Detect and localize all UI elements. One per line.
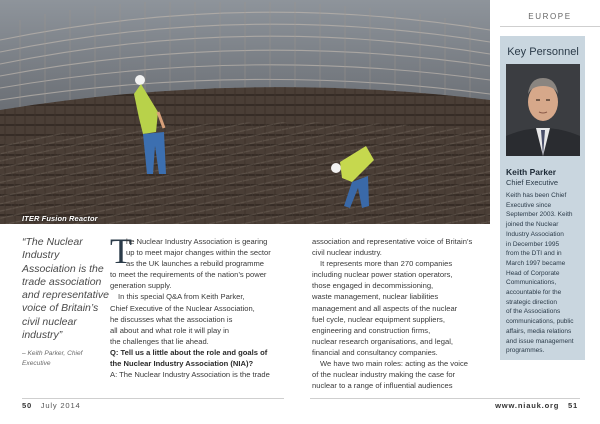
article-line: Q: Tell us a little about the role and goals of: [110, 347, 268, 357]
page-number-left: 50: [22, 401, 33, 410]
article-line: the challenges that lie ahead.: [110, 336, 209, 346]
personnel-name: Keith Parker: [506, 167, 557, 177]
pull-quote: [22, 236, 107, 342]
bio-line: affairs, media relations: [506, 327, 572, 335]
article-line: he discusses what the association is: [110, 314, 233, 324]
article-line: generation supply.: [110, 281, 172, 291]
bio-line: of the Associations: [506, 308, 561, 316]
pull-quote-line: trade association: [22, 275, 102, 288]
portrait-icon: [506, 64, 580, 156]
section-label: EUROPE: [528, 12, 572, 21]
article-line: the Nuclear Industry Association (NIA)?: [110, 359, 254, 369]
pull-quote-line: industry”: [22, 329, 63, 342]
bio-line: September 2003. Keith: [506, 211, 573, 219]
bio-line: Executive since: [506, 201, 552, 209]
feature-photo: [0, 0, 490, 224]
photo-caption: ITER Fusion Reactor: [22, 214, 98, 223]
article-line: all about and what role it will play in: [110, 325, 230, 335]
pull-quote-line: “The Nuclear: [22, 236, 83, 248]
footer-divider-right: [310, 398, 580, 399]
footer-divider-left: [22, 398, 284, 399]
article-line: In this special Q&A from Keith Parker,: [118, 292, 245, 302]
drop-cap: T: [110, 231, 132, 271]
quote-credit-line: – Keith Parker, Chief: [22, 350, 83, 357]
personnel-bio: [506, 191, 582, 356]
bio-line: Communications,: [506, 279, 557, 287]
article-column-1: [110, 231, 285, 380]
article-line: waste management, nuclear liabilities: [312, 292, 439, 302]
article-line: nuclear research organisations, and legal,: [312, 336, 453, 346]
article-line: engineering and construction firms,: [312, 325, 431, 335]
quote-credit-line: Executive: [22, 360, 51, 367]
pull-quote-line: and representative: [22, 289, 109, 302]
issue-date: July 2014: [40, 401, 81, 410]
key-personnel-sidebar: [500, 36, 585, 360]
rebar-worker-photo: [0, 0, 490, 224]
footer-left: [22, 401, 81, 410]
page-number-right: 51: [567, 401, 578, 410]
article-line: to meet the requirements of the nation’s power: [110, 270, 267, 280]
article-line: It represents more than 270 companies: [320, 259, 453, 269]
article-line: as the UK launches a rebuild programme: [126, 259, 265, 269]
article-line: nuclear to a range of influential audiences: [312, 381, 453, 391]
article-line: management and all aspects of the nuclear: [312, 303, 458, 313]
bio-line: in December 1995: [506, 240, 560, 248]
bio-line: accountable for the: [506, 289, 562, 297]
bio-line: Head of Corporate: [506, 269, 560, 277]
article-line: We have two main roles: acting as the voice: [320, 359, 469, 369]
bio-line: joined the Nuclear: [506, 221, 559, 229]
article-line: fuel cycle, nuclear equipment suppliers,: [312, 314, 445, 324]
personnel-role: Chief Executive: [506, 178, 559, 187]
article-line: A: The Nuclear Industry Association is the trade: [110, 370, 270, 380]
article-line: he Nuclear Industry Association is gearing: [126, 237, 268, 246]
bio-line: strategic direction: [506, 298, 557, 306]
bio-line: communications, public: [506, 318, 574, 326]
pull-quote-line: Industry: [22, 249, 60, 262]
article-line: Chief Executive of the Nuclear Association,: [110, 303, 255, 313]
footer-right: [495, 401, 578, 410]
bio-line: Industry Association: [506, 230, 564, 238]
article-line: association and representative voice of Britain’s: [312, 237, 473, 246]
article-line: including nuclear power station operators,: [312, 270, 453, 280]
article-line: up to meet major changes within the sector: [126, 248, 271, 258]
pull-quote-line: Association is the: [22, 262, 104, 275]
article-line: civil nuclear industry.: [312, 248, 382, 258]
article-line: financial and consultancy companies.: [312, 347, 438, 357]
pull-quote-line: civil nuclear: [22, 315, 77, 328]
bio-line: Keith has been Chief: [506, 192, 567, 199]
article-line: of the nuclear industry making the case for: [312, 370, 456, 380]
website-link[interactable]: www.niauk.org: [495, 401, 560, 410]
sidebar-title: Key Personnel: [507, 46, 579, 58]
quote-credit: [22, 349, 112, 369]
bio-line: and issue management: [506, 337, 574, 345]
section-divider: [500, 26, 600, 27]
portrait-photo: [506, 64, 580, 156]
bio-line: programmes.: [506, 347, 545, 355]
article-column-2: [312, 236, 487, 391]
bio-line: from the DTI and in: [506, 250, 562, 258]
bio-line: March 1997 became: [506, 259, 566, 267]
article-line: those engaged in decommissioning,: [312, 281, 434, 291]
pull-quote-line: voice of Britain’s: [22, 302, 99, 315]
